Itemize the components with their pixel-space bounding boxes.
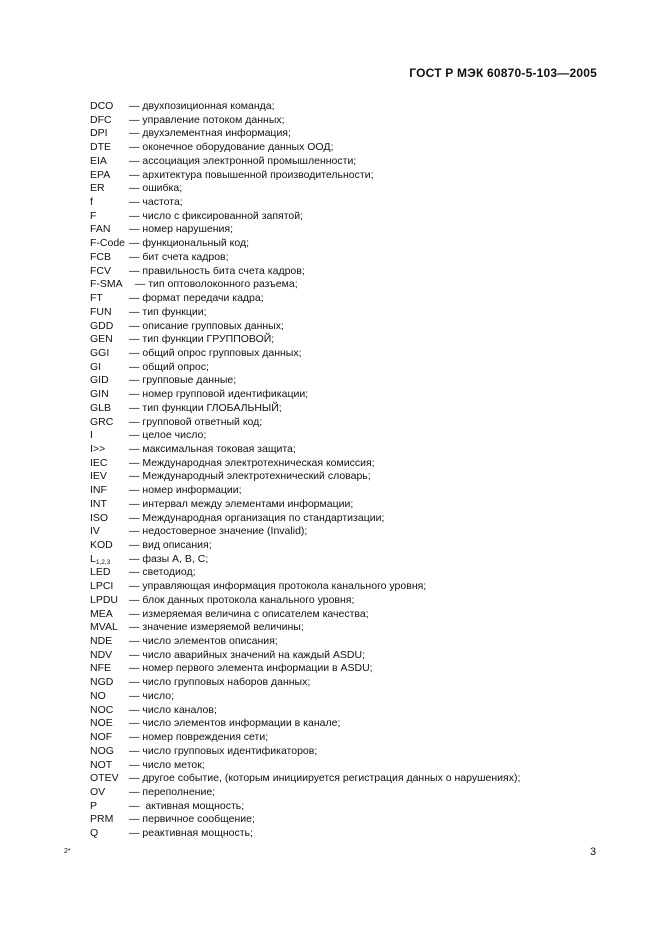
abbreviation-term — [90, 717, 129, 731]
abbreviation-term-text: I>> — [90, 442, 106, 455]
abbreviation-term — [90, 169, 129, 183]
abbreviation-term-text: NOG — [90, 744, 114, 757]
abbreviation-term — [90, 800, 129, 814]
abbreviation-row — [90, 306, 610, 320]
abbreviation-definition: — номер информации; — [129, 484, 242, 497]
abbreviation-row — [90, 498, 610, 512]
abbreviation-row — [90, 251, 610, 265]
abbreviation-definition: — число каналов; — [129, 703, 217, 716]
abbreviation-term-text: LPCI — [90, 580, 114, 593]
abbreviation-definition: — недостоверное значение (Invalid); — [129, 525, 308, 538]
abbreviation-row — [90, 731, 610, 745]
abbreviation-term-text: NGD — [90, 676, 114, 689]
abbreviation-row — [90, 525, 610, 539]
abbreviation-term — [90, 416, 129, 430]
abbreviation-term — [90, 361, 129, 375]
abbreviation-definition: — тип функции ГЛОБАЛЬНЫЙ; — [129, 401, 282, 414]
abbreviation-row — [90, 827, 610, 841]
abbreviation-definition: — общий опрос; — [129, 360, 209, 373]
abbreviation-term — [90, 402, 129, 416]
abbreviation-row — [90, 676, 610, 690]
abbreviation-row — [90, 374, 610, 388]
abbreviation-definition: — блок данных протокола канального уровня; — [129, 593, 355, 606]
abbreviation-term — [90, 566, 129, 580]
abbreviation-term-text: NOC — [90, 703, 114, 716]
abbreviation-row — [90, 237, 610, 251]
abbreviation-definition: — целое число; — [129, 429, 207, 442]
abbreviation-term — [90, 621, 129, 635]
abbreviation-term-text: f — [90, 196, 93, 209]
abbreviation-term-text: Q — [90, 827, 99, 840]
abbreviation-term-text: INF — [90, 484, 107, 497]
abbreviation-row — [90, 484, 610, 498]
abbreviation-term — [90, 333, 129, 347]
abbreviation-definition: — вид описания; — [129, 539, 212, 551]
abbreviation-term — [90, 498, 129, 512]
abbreviation-term-text: NDV — [90, 648, 113, 661]
abbreviation-term-text: FCB — [90, 250, 111, 263]
abbreviation-definition: — архитектура повышенной производительности; — [129, 168, 374, 181]
abbreviation-row — [90, 155, 610, 169]
abbreviation-row — [90, 182, 610, 196]
abbreviation-row — [90, 539, 610, 553]
abbreviation-term — [90, 512, 129, 526]
abbreviation-row — [90, 333, 610, 347]
abbreviation-term — [90, 457, 129, 471]
abbreviation-row — [90, 800, 610, 814]
abbreviation-row — [90, 443, 610, 457]
abbreviation-row — [90, 608, 610, 622]
abbreviation-term-text: OV — [90, 785, 106, 798]
abbreviation-term — [90, 539, 129, 553]
abbreviation-term-text: MEA — [90, 607, 113, 620]
document-header: ГОСТ Р МЭК 60870-5-103—2005 — [409, 66, 597, 80]
abbreviation-row — [90, 402, 610, 416]
abbreviation-term — [90, 182, 129, 196]
abbreviation-term-text: LED — [90, 566, 111, 579]
abbreviation-definition: — управление потоком данных; — [129, 113, 285, 126]
abbreviation-term — [90, 196, 129, 210]
abbreviation-term-text: F — [90, 209, 97, 222]
abbreviation-term-text: I — [90, 429, 93, 442]
abbreviation-term-text: F-SMA — [90, 278, 123, 291]
abbreviation-row — [90, 759, 610, 773]
abbreviation-definition: — ошибка; — [129, 182, 183, 195]
abbreviation-term-text: NOF — [90, 731, 113, 744]
abbreviation-definition: — Международная организация по стандартизации; — [129, 511, 385, 524]
abbreviation-term-text: EPA — [90, 168, 111, 181]
abbreviation-term-text: DTE — [90, 141, 111, 154]
abbreviation-term — [90, 731, 129, 745]
abbreviation-term-text: DCO — [90, 100, 114, 112]
abbreviation-term — [90, 278, 129, 292]
abbreviation-row — [90, 704, 610, 718]
abbreviation-row — [90, 292, 610, 306]
abbreviation-term — [90, 704, 129, 718]
abbreviation-term — [90, 759, 129, 773]
abbreviation-row — [90, 265, 610, 279]
abbreviation-term-text: FAN — [90, 223, 111, 236]
abbreviation-row — [90, 566, 610, 580]
abbreviation-definition: — переполнение; — [129, 785, 216, 798]
abbreviation-definition: — номер первого элемента информации в ASDU; — [129, 662, 373, 675]
abbreviation-row — [90, 169, 610, 183]
abbreviation-row — [90, 127, 610, 141]
abbreviation-term — [90, 210, 129, 224]
abbreviation-definition: — правильность бита счета кадров; — [129, 264, 305, 277]
abbreviation-definition: — интервал между элементами информации; — [129, 497, 354, 510]
abbreviation-term — [90, 320, 129, 334]
abbreviation-row — [90, 470, 610, 484]
abbreviation-row — [90, 416, 610, 430]
abbreviation-definition: — тип функции; — [129, 305, 207, 318]
abbreviation-row — [90, 621, 610, 635]
abbreviation-term-text: NDE — [90, 635, 113, 648]
abbreviation-definition: — номер нарушения; — [129, 223, 234, 236]
abbreviation-definition: — число меток; — [129, 758, 205, 771]
abbreviation-definition: — число групповых идентификаторов; — [129, 744, 318, 757]
abbreviation-term-text: ER — [90, 182, 105, 195]
abbreviation-definition: — ассоциация электронной промышленности; — [129, 154, 357, 167]
abbreviation-definition: — двухэлементная информация; — [129, 127, 291, 140]
abbreviation-term — [90, 237, 129, 251]
abbreviation-term-text: GRC — [90, 415, 114, 428]
abbreviation-row — [90, 100, 610, 114]
abbreviation-row — [90, 580, 610, 594]
abbreviation-definition: — активная мощность; — [129, 799, 245, 812]
abbreviation-definition: — первичное сообщение; — [129, 813, 255, 826]
abbreviation-row — [90, 429, 610, 443]
abbreviation-term — [90, 745, 129, 759]
abbreviation-definition: — частота; — [129, 196, 183, 209]
abbreviation-term-text: NOE — [90, 717, 113, 730]
abbreviation-row — [90, 141, 610, 155]
abbreviation-row — [90, 813, 610, 827]
abbreviation-term — [90, 608, 129, 622]
abbreviation-term-text: GGI — [90, 346, 110, 359]
abbreviation-term — [90, 772, 129, 786]
abbreviation-term-text: F-Code — [90, 237, 126, 250]
abbreviation-row — [90, 649, 610, 663]
abbreviation-term-text: GIN — [90, 388, 109, 401]
abbreviation-term-text: IEV — [90, 470, 107, 483]
abbreviation-definition: — число; — [129, 689, 175, 702]
abbreviation-definition: — число элементов информации в канале; — [129, 717, 341, 730]
abbreviation-row — [90, 717, 610, 731]
abbreviation-term-text: GLB — [90, 401, 112, 414]
abbreviation-term — [90, 470, 129, 484]
abbreviation-term-text: P — [90, 799, 98, 812]
abbreviation-term-text: FT — [90, 292, 103, 305]
abbreviation-term-text: GDD — [90, 319, 114, 332]
abbreviation-term-text: PRM — [90, 813, 114, 826]
abbreviation-term — [90, 251, 129, 265]
abbreviation-term-text: GEN — [90, 333, 113, 346]
abbreviation-row — [90, 361, 610, 375]
abbreviation-term — [90, 827, 129, 841]
abbreviation-term — [90, 429, 129, 443]
abbreviation-term — [90, 813, 129, 827]
abbreviation-term-text: IV — [90, 525, 100, 538]
abbreviation-term-text: GI — [90, 360, 102, 373]
abbreviation-term — [90, 388, 129, 402]
abbreviation-term-text: FUN — [90, 305, 112, 318]
abbreviation-term — [90, 594, 129, 608]
abbreviation-term-text: L — [90, 552, 96, 565]
abbreviation-row — [90, 690, 610, 704]
abbreviation-term — [90, 155, 129, 169]
abbreviation-definition: — двухпозиционная команда; — [129, 100, 275, 112]
abbreviation-row — [90, 278, 610, 292]
abbreviation-row — [90, 662, 610, 676]
abbreviation-term-text: LPDU — [90, 593, 119, 606]
abbreviation-row — [90, 594, 610, 608]
abbreviation-definition: — бит счета кадров; — [129, 250, 229, 263]
abbreviation-row — [90, 772, 610, 786]
abbreviation-definition: — групповые данные; — [129, 374, 237, 387]
abbreviation-term-text: FCV — [90, 264, 111, 277]
abbreviation-term-text: EIA — [90, 154, 107, 167]
abbreviation-term — [90, 347, 129, 361]
abbreviation-term-text: GID — [90, 374, 109, 387]
abbreviation-term — [90, 100, 129, 114]
abbreviation-term-text: NFE — [90, 662, 111, 675]
abbreviation-definition: — другое событие, (которым инициируется регистрация данных о нарушениях); — [129, 772, 521, 785]
abbreviation-term — [90, 484, 129, 498]
abbreviation-definition: — тип функции ГРУППОВОЙ; — [129, 333, 275, 346]
abbreviation-term — [90, 127, 129, 141]
abbreviation-definition: — измеряемая величина с описателем качества; — [129, 607, 369, 620]
abbreviation-row — [90, 553, 610, 567]
abbreviation-definition: — значение измеряемой величины; — [129, 621, 304, 634]
abbreviation-term-text: NO — [90, 689, 106, 702]
abbreviation-row — [90, 786, 610, 800]
abbreviation-term — [90, 292, 129, 306]
abbreviation-term-text: DFC — [90, 113, 112, 126]
abbreviation-definition: — тип оптоволоконного разъема; — [129, 278, 298, 291]
abbreviation-definition: — фазы А, В, С; — [129, 552, 209, 565]
abbreviation-definition: — номер повреждения сети; — [129, 731, 269, 744]
abbreviation-term — [90, 649, 129, 663]
abbreviation-definition: — число аварийных значений на каждый ASDU; — [129, 648, 365, 661]
abbreviation-definition: — описание групповых данных; — [129, 319, 284, 332]
abbreviation-term-subscript: 1,2,3 — [95, 558, 111, 566]
abbreviation-term-text: ISO — [90, 511, 109, 524]
abbreviation-definition: — Международный электротехнический словарь; — [129, 470, 371, 483]
abbreviation-definition: — управляющая информация протокола канального уровня; — [129, 580, 427, 593]
abbreviation-term — [90, 553, 129, 567]
abbreviation-definition: — число групповых наборов данных; — [129, 676, 311, 689]
abbreviation-definition: — Международная электротехническая комиссия; — [129, 456, 375, 469]
abbreviation-term — [90, 141, 129, 155]
abbreviation-list — [90, 100, 610, 841]
abbreviation-row — [90, 635, 610, 649]
abbreviation-term-text: MVAL — [90, 621, 118, 634]
abbreviation-term — [90, 443, 129, 457]
abbreviation-term — [90, 306, 129, 320]
abbreviation-term — [90, 265, 129, 279]
abbreviation-term — [90, 580, 129, 594]
abbreviation-row — [90, 114, 610, 128]
abbreviation-definition: — светодиод; — [129, 566, 196, 579]
footer-mark: 2* — [64, 848, 71, 855]
abbreviation-definition: — оконечное оборудование данных ООД; — [129, 141, 334, 154]
abbreviation-term — [90, 374, 129, 388]
abbreviation-row — [90, 388, 610, 402]
abbreviation-term — [90, 635, 129, 649]
abbreviation-definition: — реактивная мощность; — [129, 827, 253, 840]
abbreviation-row — [90, 320, 610, 334]
abbreviation-term — [90, 786, 129, 800]
abbreviation-term-text: NOT — [90, 758, 113, 771]
abbreviation-definition: — формат передачи кадра; — [129, 292, 264, 305]
abbreviation-term — [90, 676, 129, 690]
abbreviation-term — [90, 662, 129, 676]
abbreviation-term — [90, 690, 129, 704]
abbreviation-term — [90, 525, 129, 539]
page-number: 3 — [590, 846, 597, 858]
abbreviation-term — [90, 223, 129, 237]
abbreviation-row — [90, 347, 610, 361]
abbreviation-term-text: KOD — [90, 539, 113, 551]
abbreviation-term-text: INT — [90, 497, 107, 510]
abbreviation-term-text: DPI — [90, 127, 108, 140]
abbreviation-term-text: IEC — [90, 456, 108, 469]
abbreviation-definition: — групповой ответный код; — [129, 415, 263, 428]
abbreviation-definition: — число элементов описания; — [129, 635, 278, 648]
abbreviation-row — [90, 457, 610, 471]
abbreviation-definition: — максимальная токовая защита; — [129, 442, 296, 455]
abbreviation-definition: — номер групповой идентификации; — [129, 388, 309, 401]
abbreviation-definition: — общий опрос групповых данных; — [129, 346, 302, 359]
abbreviation-row — [90, 745, 610, 759]
abbreviation-row — [90, 512, 610, 526]
abbreviation-row — [90, 210, 610, 224]
abbreviation-definition: — функциональный код; — [129, 237, 250, 250]
abbreviation-definition: — число с фиксированной запятой; — [129, 209, 304, 222]
abbreviation-row — [90, 223, 610, 237]
abbreviation-row — [90, 196, 610, 210]
abbreviation-term — [90, 114, 129, 128]
abbreviation-term-text: OTEV — [90, 772, 119, 785]
